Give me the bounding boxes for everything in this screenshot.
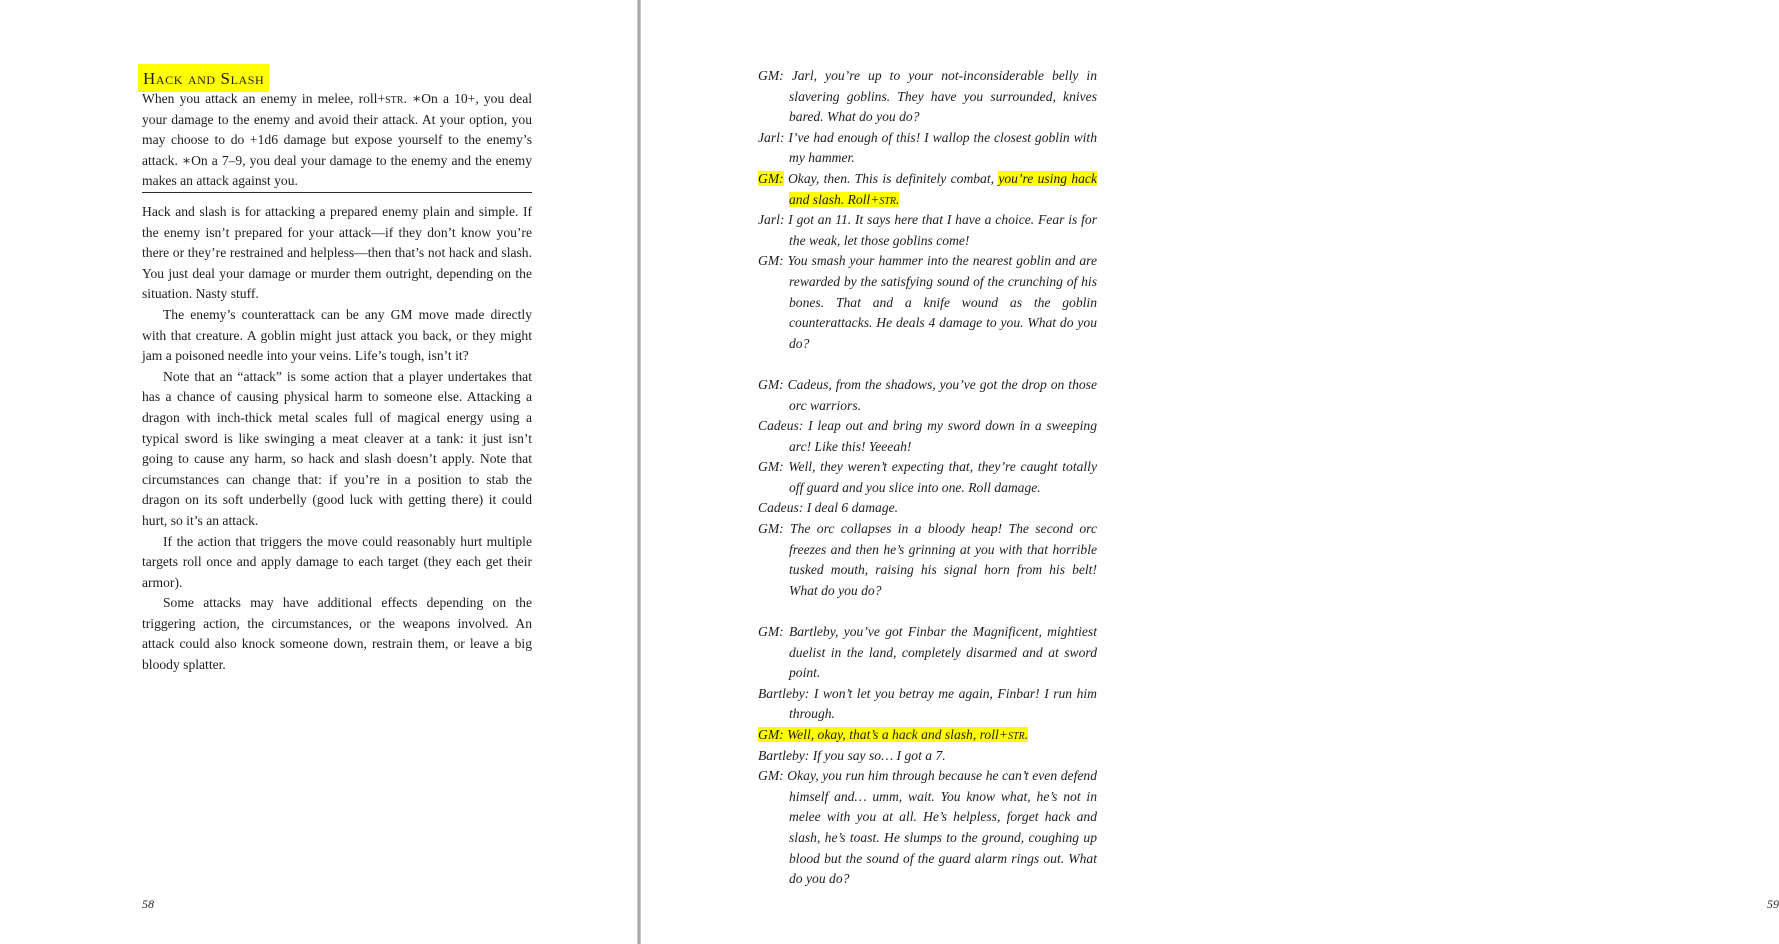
left-page — [0, 0, 638, 944]
stat-label: str — [1007, 727, 1025, 742]
highlighted-text-part: . — [1024, 727, 1029, 742]
page-number-left: 58 — [142, 897, 154, 911]
dialogue-example-bartleby — [758, 622, 1097, 890]
dialogue-line: Cadeus: I deal 6 damage. — [758, 500, 899, 516]
dialogue-line: Bartleby: I won’t let you betray me again, Finbar! I run him through. — [758, 685, 1097, 722]
dialogue-line: Jarl: I got an 11. It says here that I have a choice. Fear is for the weak, let those goblins come! — [758, 212, 1097, 248]
dialogue-line: GM: Well, they weren’t expecting that, they’re caught totally off guard and you slice into one. Roll damage. — [758, 459, 1097, 495]
highlighted-text-part: . — [896, 191, 900, 207]
dialogue-line: GM: Cadeus, from the shadows, you’ve got the drop on those orc warriors. — [758, 376, 1097, 413]
dialogue-text-part: Okay, then. This is definitely combat, — [783, 170, 999, 186]
move-text-part: . ∗On a 10+, you deal your damage to the enemy and avoid their attack. At your option, you may choose to do +1d6 damage but expose yourself to the enemy’s attack. ∗On a 7–9, you deal your damage to the enemy and the enemy makes an attack against you. — [142, 91, 533, 189]
paragraph: Some attacks may have additional effects depending on the triggering action, the circumstances, or the weapons involved. An attack could also knock someone down, restrain them, or leave a big bloody splatter. — [142, 595, 532, 673]
move-rules-box — [142, 89, 532, 193]
highlighted-text — [758, 727, 1028, 742]
dialogue-line: GM: The orc collapses in a bloody heap! The second orc freezes and then he’s grinning at you with that horrible tusked mouth, raising his signal horn from his belt! What do you do? — [758, 521, 1097, 598]
move-heading: Hack and Slash — [138, 64, 269, 92]
book-spine — [637, 0, 641, 944]
paragraph: If the action that triggers the move could reasonably hurt multiple targets roll once and apply damage to each target (they each get their armor). — [142, 533, 532, 590]
dialogue-line: Jarl: I’ve had enough of this! I wallop the closest goblin with my hammer. — [758, 129, 1097, 166]
highlighted-text-part: GM: Well, okay, that’s a hack and slash, roll+ — [758, 727, 1008, 742]
stat-label: str — [879, 191, 897, 207]
dialogue-line-highlighted — [758, 169, 1097, 210]
dialogue-line-highlighted — [758, 725, 1097, 746]
dialogue-line: Cadeus: I leap out and bring my sword down in a sweeping arc! Like this! Yeeeah! — [758, 418, 1097, 454]
highlighted-text-part: you’re using hack and slash. Roll+ — [789, 170, 1098, 207]
paragraph: Hack and slash is for attacking a prepared enemy plain and simple. If the enemy isn’t prepared for your attack—if they don’t know you’re there or they’re restrained and helpless—then that’s not hack and slash. You just deal your damage or murder them outright, depending on the situation. Nasty stuff. — [142, 204, 532, 302]
speaker-label: GM: — [758, 170, 784, 186]
dialogue-line: GM: Jarl, you’re up to your not-inconsiderable belly in slavering goblins. They have you surrounded, knives bared. What do you do? — [758, 68, 1097, 125]
move-text-part: When you attack an enemy in melee, roll+ — [142, 91, 386, 106]
stat-label: str — [385, 91, 404, 106]
paragraph: The enemy’s counterattack can be any GM move made directly with that creature. A goblin might just attack you back, or they might jam a poisoned needle into your veins. Life’s tough, isn’t it? — [142, 306, 532, 364]
example-dialogue — [758, 66, 1097, 890]
page-number-right: 59 — [1767, 897, 1779, 911]
dialogue-line: Bartleby: If you say so… I got a 7. — [758, 747, 946, 763]
move-rules-text — [142, 89, 532, 192]
dialogue-line: GM: Okay, you run him through because he can’t even defend himself and… umm, wait. You know what, he’s not in melee with you at all. He’s helpless, forget hack and slash, he’s toast. He slumps to the ground, coughing up blood but the sound of the guard alarm rings out. What do you do? — [758, 768, 1097, 887]
dialogue-example-cadeus — [758, 375, 1097, 602]
dialogue-line: GM: Bartleby, you’ve got Finbar the Magnificent, mightiest duelist in the land, completely disarmed and at sword point. — [758, 624, 1097, 681]
paragraph: Note that an “attack” is some action that a player undertakes that has a chance of causing physical harm to someone else. Attacking a dragon with inch-thick metal scales full of magical energy using a typical sword is like swinging a meat cleaver at a tank: it just isn’t going to cause any harm, so hack and slash doesn’t apply. Note that circumstances can change that: if you’re in a position to stab the dragon on its soft underbelly (good luck with getting there) it could hurt, so it’s an attack. — [142, 368, 532, 528]
dialogue-line: GM: You smash your hammer into the nearest goblin and are rewarded by the satisfying sound of the crunching of his bones. That and a knife wound as the goblin counterattacks. He deals 4 damage to you. What do you do? — [758, 253, 1097, 351]
explanation-text — [142, 202, 532, 676]
dialogue-example-jarl — [758, 66, 1097, 354]
